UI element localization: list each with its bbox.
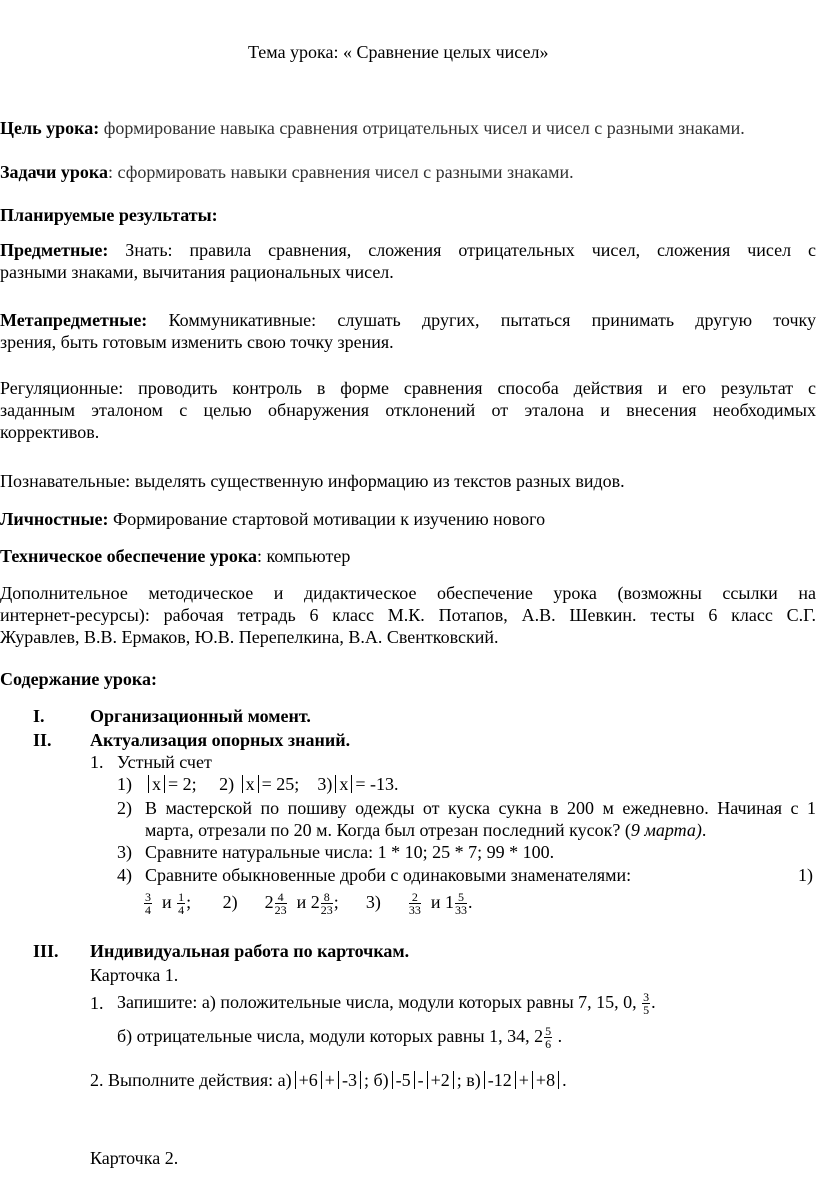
- regulatory-results: Регуляционные: проводить контроль в форме сравнения способа действия и его результат с заданным эталоном с целью обнаружения отклонений от эталона и внесения необходимых коррективов.: [0, 378, 816, 442]
- section-3-title: Индивидуальная работа по карточкам.: [90, 941, 410, 961]
- exercise-3-num: 3): [117, 842, 132, 862]
- lesson-goal: Цель урока: формирование навыка сравнения отрицательных чисел и чисел с разными знаками.: [0, 118, 745, 138]
- additional-resources: Дополнительное методическое и дидактическое обеспечение урока (возможны ссылки на интернет-ресурсы): рабочая тетрадь 6 класс М.К. Потапов, А.В. Шевкин. тесты 6 класс С.Г. Журавлев, В.В. Ермаков, Ю.В. Перепелкина, В.А. Свентковский.: [0, 583, 816, 647]
- cognitive-results: Познавательные: выделять существенную информацию из текстов разных видов.: [0, 471, 625, 491]
- section-2-title: Актуализация опорных знаний.: [90, 730, 351, 750]
- exercise-3-text: Сравните натуральные числа: 1 * 10; 25 * 7; 99 * 100.: [145, 842, 555, 862]
- exercise-2-text: В мастерской по пошиву одежды от куска сукна в 200 м ежедневно. Начиная с 1 марта, отрезали по 20 м. Когда был отрезан последний кусок? (9 марта).: [145, 798, 816, 840]
- exercise-1-text: x = 2; 2) x = 25; 3) x = -13.: [145, 773, 398, 795]
- oral-count-num: 1.: [90, 752, 104, 772]
- card-1-task-1a: Запишите: а) положительные числа, модули которых равны 7, 15, 0, $\frac{3}{5}$ .: [117, 990, 656, 1018]
- section-3: III.: [33, 941, 59, 961]
- card-1-title: Карточка 1.: [90, 965, 179, 985]
- metasubject-results: Метапредметные: Коммуникативные: слушать других, пытаться принимать другую точку зрения, быть готовым изменить свою точку зрения.: [0, 310, 816, 352]
- section-1-title: Организационный момент.: [90, 706, 311, 726]
- lesson-tasks: Задачи урока: сформировать навыки сравнения чисел с разными знаками.: [0, 162, 574, 182]
- lesson-title: Тема урока: « Сравнение целых чисел»: [248, 42, 549, 62]
- personal-results: Личностные: Формирование стартовой мотивации к изучению нового: [0, 509, 546, 529]
- planned-results-heading: Планируемые результаты:: [0, 205, 218, 225]
- section-2: II.: [33, 730, 52, 750]
- exercise-1-num: 1): [117, 774, 132, 794]
- card-1-task-2: 2. Выполните действия: а) +6 + -3 ; б) -5 - +2 ; в) -12 + +8 .: [90, 1070, 567, 1090]
- section-1: I.: [33, 706, 45, 726]
- subject-results: Предметные: Знать: правила сравнения, сложения отрицательных чисел, сложения чисел с разными знаками, вычитания рациональных чисел.: [0, 240, 816, 282]
- exercise-4-part-1: 1): [798, 865, 813, 885]
- card-1-task-1-num: 1.: [90, 993, 104, 1013]
- fractions-row: $\frac{3}{4}$ и $\frac{1}{4}$ ; 2) 2 $\frac{4}{23}$ и 2 $\frac{8}{23}$ ; 3) $\frac{2}{33}$ и 1 $\frac{5}{33}$ .: [145, 890, 473, 918]
- oral-count-title: Устный счет: [117, 752, 212, 772]
- exercise-2-num: 2): [117, 798, 132, 818]
- exercise-4-text: Сравните обыкновенные дроби с одинаковыми знаменателями:: [145, 865, 632, 885]
- card-2-title: Карточка 2.: [90, 1148, 179, 1168]
- exercise-4-num: 4): [117, 865, 132, 885]
- technical-support: Техническое обеспечение урока: компьютер: [0, 546, 351, 566]
- card-1-task-1b: б) отрицательные числа, модули которых равны 1, 34, 2 $\frac{5}{6}$ .: [117, 1024, 563, 1052]
- content-heading: Содержание урока:: [0, 669, 157, 689]
